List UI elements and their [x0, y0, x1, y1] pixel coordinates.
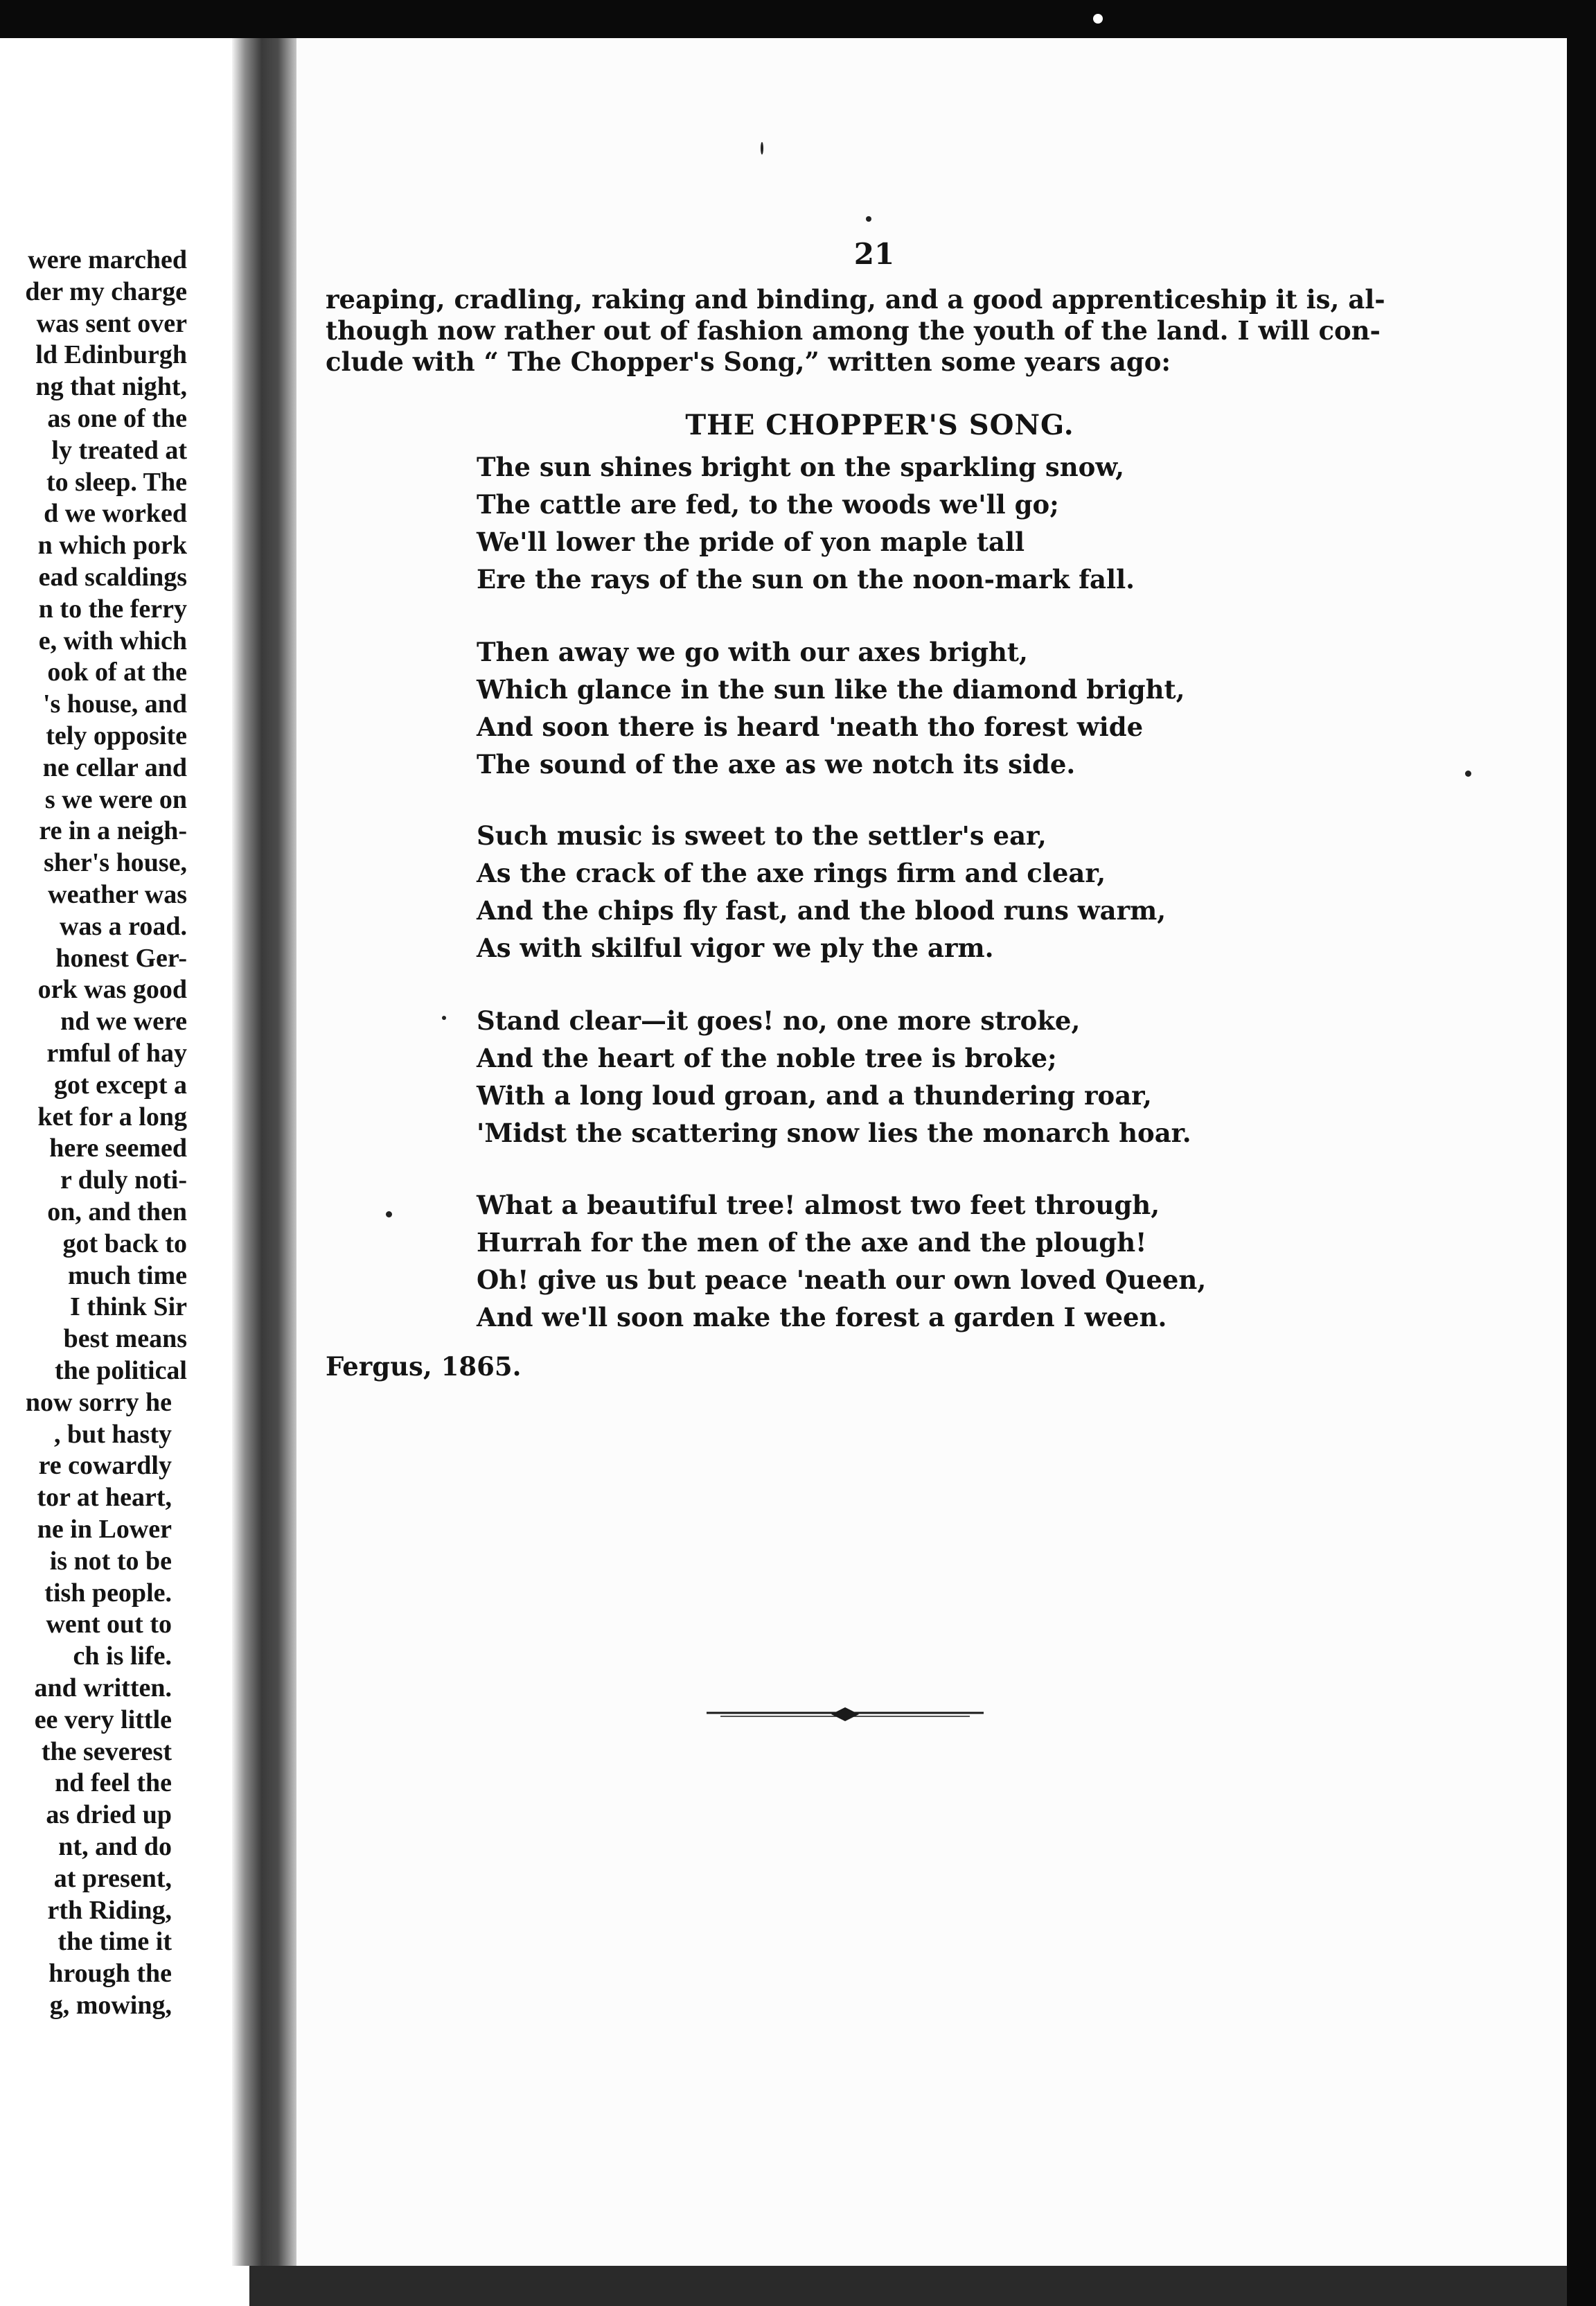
page-number: 21 — [853, 237, 895, 271]
poem-line: And soon there is heard 'neath tho forest wide — [477, 712, 1144, 742]
poem-line: As the crack of the axe rings firm and clear, — [477, 858, 1106, 888]
left-page-line: were marched — [28, 245, 187, 274]
left-page-line: got back to — [62, 1229, 187, 1258]
left-page-line: ng that night, — [35, 372, 187, 402]
poem-line: The cattle are fed, to the woods we'll go; — [477, 489, 1059, 520]
intro-line: though now rather out of fashion among the youth of the land. I will con- — [326, 315, 1381, 346]
left-page-line: g, mowing, — [49, 1991, 172, 2020]
left-page-line: n to the ferry — [38, 594, 187, 624]
poem-title: THE CHOPPER'S SONG. — [685, 409, 1074, 441]
left-page-line: as dried up — [46, 1800, 172, 1830]
left-page-line: re in a neigh- — [39, 816, 187, 846]
left-page-line: n which pork — [37, 531, 187, 561]
left-page-line: tish people. — [44, 1578, 172, 1608]
left-page-line: the severest — [41, 1736, 172, 1766]
poem-line: What a beautiful tree! almost two feet through, — [477, 1190, 1160, 1220]
left-page-line: tely opposite — [46, 721, 187, 750]
left-page-line: nt, and do — [58, 1832, 172, 1861]
left-page-line: as one of the — [47, 404, 187, 433]
left-page-line: sher's house, — [44, 848, 187, 878]
left-page-line: ly treated at — [51, 435, 187, 465]
scan-speck — [442, 1016, 446, 1020]
scan-border-right — [1567, 0, 1596, 2306]
left-page-line: weather was — [48, 880, 187, 909]
left-page-line: now sorry he — [25, 1387, 172, 1417]
left-page-line: , but hasty — [54, 1419, 172, 1449]
left-page-line: s we were on — [44, 784, 187, 814]
poem-line: Such music is sweet to the settler's ear, — [477, 820, 1047, 851]
poem-line: Stand clear—it goes! no, one more stroke, — [477, 1005, 1081, 1036]
left-page-line: der my charge — [25, 276, 187, 306]
previous-page-fragment — [0, 38, 236, 2306]
scan-border-top — [0, 0, 1596, 38]
left-page-line: ead scaldings — [38, 563, 187, 592]
left-page-line: tor at heart, — [37, 1483, 172, 1513]
book-gutter — [232, 38, 298, 2266]
scan-speck — [866, 216, 871, 222]
left-page-line: much time — [67, 1260, 187, 1290]
left-page-line: best means — [63, 1324, 187, 1354]
poem-line: Ere the rays of the sun on the noon-mark fall. — [477, 564, 1135, 595]
left-page-line: ne in Lower — [37, 1515, 172, 1544]
left-page-line: e, with which — [38, 626, 187, 655]
left-page-line: nd feel the — [55, 1768, 172, 1798]
left-page-line: ee very little — [34, 1705, 172, 1734]
poem-line: Oh! give us but peace 'neath our own loved Queen, — [477, 1265, 1207, 1295]
left-page-line: went out to — [46, 1610, 172, 1639]
left-page-line: is not to be — [49, 1546, 172, 1576]
left-page-line: rth Riding, — [47, 1895, 172, 1925]
left-page-line: was sent over — [36, 308, 187, 338]
left-page-line: to sleep. The — [46, 467, 187, 497]
scan-speck — [1093, 14, 1103, 24]
left-page-line: ld Edinburgh — [35, 340, 187, 370]
left-page-line: ne cellar and — [42, 752, 187, 782]
poem-line: We'll lower the pride of yon maple tall — [477, 527, 1025, 557]
left-page-line: I think Sir — [70, 1292, 187, 1322]
left-page-line: on, and then — [47, 1197, 187, 1226]
left-page-line: ket for a long — [37, 1102, 187, 1132]
left-page-line: the political — [54, 1356, 187, 1385]
left-page-line: at present, — [53, 1863, 172, 1893]
poem-line: And the chips fly fast, and the blood runs warm, — [477, 895, 1167, 926]
left-page-line: ook of at the — [47, 658, 187, 687]
left-page-line: here seemed — [49, 1134, 187, 1163]
left-page-line: honest Ger- — [55, 943, 187, 973]
poem-line: 'Midst the scattering snow lies the monarch hoar. — [477, 1118, 1191, 1148]
left-page-line: and written. — [34, 1673, 172, 1702]
left-page-line: rmful of hay — [46, 1039, 187, 1068]
poem-line: And the heart of the noble tree is broke; — [477, 1043, 1057, 1073]
poem-line: And we'll soon make the forest a garden I ween. — [477, 1302, 1167, 1332]
left-page-line: ch is life. — [73, 1642, 172, 1671]
left-page-line: was a road. — [59, 911, 187, 941]
poem-line: Hurrah for the men of the axe and the plough! — [477, 1227, 1147, 1258]
intro-line: clude with “ The Chopper's Song,” written some years ago: — [326, 346, 1171, 377]
left-page-line: ork was good — [37, 975, 187, 1005]
scan-speck — [761, 142, 763, 155]
left-page-line: nd we were — [60, 1007, 187, 1037]
poem-line: As with skilful vigor we ply the arm. — [477, 933, 994, 963]
scan-border-bottom — [249, 2266, 1567, 2306]
intro-line: reaping, cradling, raking and binding, and a good apprenticeship it is, al- — [326, 284, 1385, 315]
left-page-line: got except a — [53, 1070, 187, 1100]
poem-line: With a long loud groan, and a thundering roar, — [477, 1080, 1152, 1111]
poem-line: Then away we go with our axes bright, — [477, 637, 1028, 667]
poem-line: The sun shines bright on the sparkling snow, — [477, 452, 1125, 482]
scan-speck — [1465, 771, 1471, 777]
left-page-line: 's house, and — [42, 689, 187, 719]
left-page-line: hrough the — [48, 1959, 172, 1989]
poem-line: Which glance in the sun like the diamond bright, — [477, 674, 1185, 705]
signoff: Fergus, 1865. — [326, 1351, 522, 1382]
left-page-line: re cowardly — [38, 1451, 172, 1481]
ornament-divider — [707, 1703, 984, 1724]
poem-line: The sound of the axe as we notch its side. — [477, 749, 1076, 780]
left-page-line: r duly noti- — [60, 1165, 187, 1195]
left-page-line: d we worked — [44, 499, 187, 529]
scan-speck — [386, 1211, 392, 1217]
left-page-line: the time it — [57, 1927, 172, 1957]
